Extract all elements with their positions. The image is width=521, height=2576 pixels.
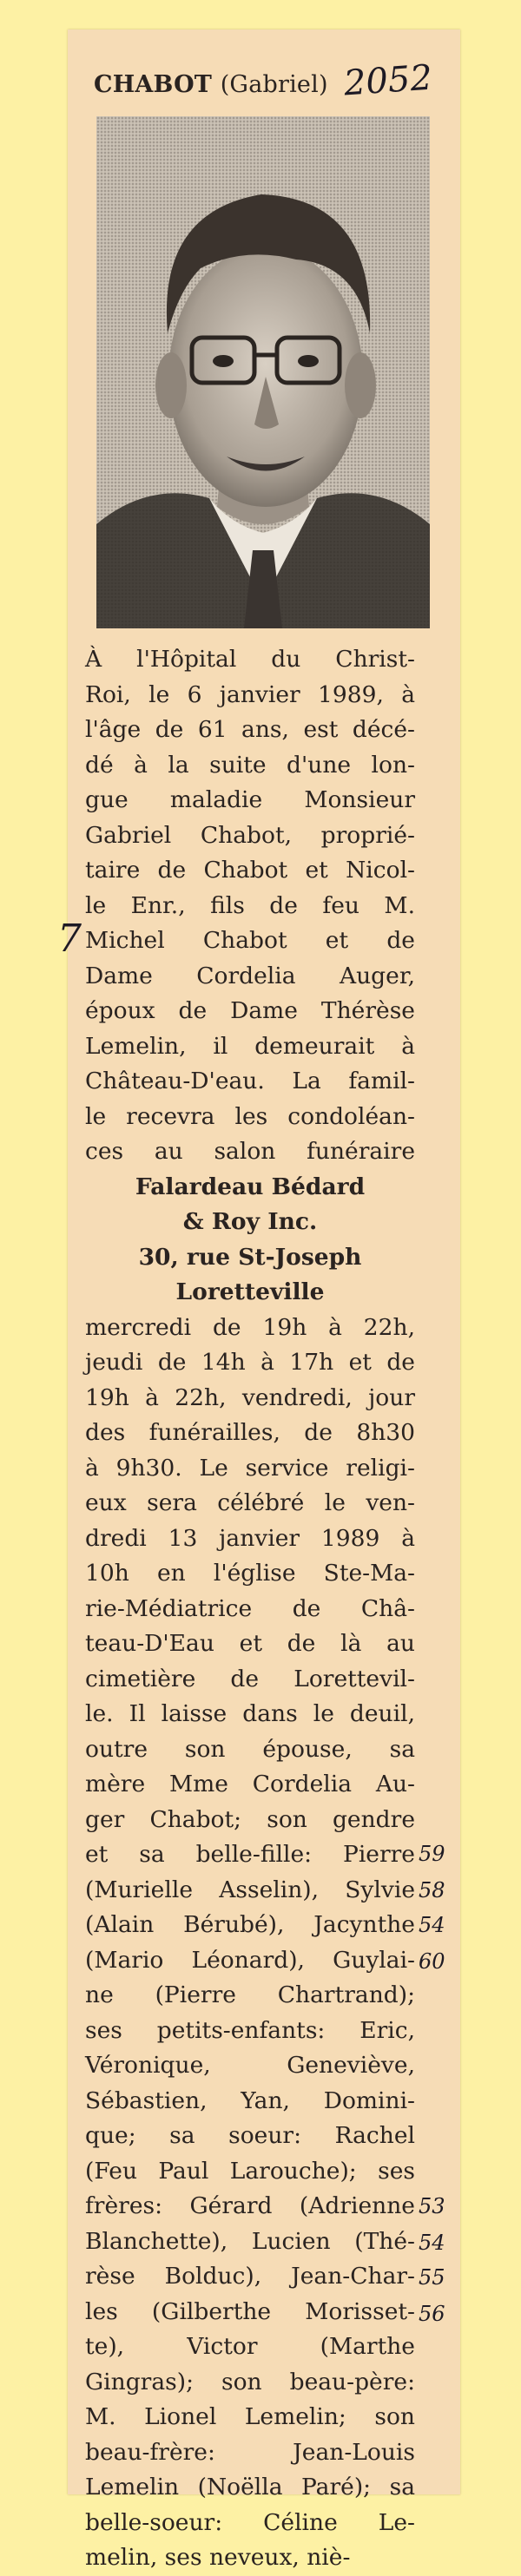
- body-line: Château-D'eau. La famil-: [85, 1068, 415, 1094]
- portrait-photo: [96, 116, 430, 628]
- body-line: des funérailles, de 8h30: [85, 1419, 415, 1446]
- body-line: eux sera célébré le ven-: [85, 1489, 415, 1516]
- body-line: Sébastien, Yan, Domini-: [85, 2086, 415, 2114]
- body-line: teau-D'Eau et de là au: [85, 1630, 415, 1657]
- margin-note-2: 58: [419, 1878, 445, 1902]
- body-line: Véronique, Geneviève,: [85, 2052, 415, 2079]
- body-line: Roi, le 6 janvier 1989, à: [85, 680, 415, 708]
- body-line: (Mario Léonard), Guylai-: [85, 1946, 415, 1974]
- body-line: dredi 13 janvier 1989 à: [85, 1524, 415, 1552]
- obituary-clipping: [57, 30, 460, 2571]
- margin-note-left: 7: [57, 917, 82, 961]
- margin-note-4: 60: [419, 1949, 445, 1974]
- body-line: ger Chabot; son gendre: [85, 1805, 415, 1833]
- body-line: jeudi de 14h à 17h et de: [85, 1349, 415, 1376]
- body-line: & Roy Inc.: [182, 1208, 318, 1235]
- body-line: belle-soeur: Céline Le-: [85, 2508, 415, 2536]
- handwritten-number: 2052: [342, 57, 434, 104]
- body-line: le. Il laisse dans le deuil,: [85, 1700, 415, 1727]
- body-line: Dame Cordelia Auger,: [85, 962, 415, 989]
- body-line: les (Gilberthe Morisset-: [85, 2297, 415, 2325]
- margin-note-7: 55: [419, 2265, 445, 2290]
- body-line: (Feu Paul Larouche); ses: [85, 2157, 415, 2185]
- margin-note-5: 53: [419, 2194, 445, 2218]
- body-line: ne (Pierre Chartrand);: [85, 1981, 415, 2008]
- body-line: Michel Chabot et de: [85, 927, 415, 954]
- body-line: gue maladie Monsieur: [85, 786, 415, 813]
- body-line: que; sa soeur: Rachel: [85, 2122, 415, 2149]
- body-line: (Alain Bérubé), Jacynthe: [85, 1911, 415, 1938]
- body-line: melin, ses neveux, niè-: [85, 2544, 351, 2571]
- body-line: Blanchette), Lucien (Thé-: [85, 2227, 415, 2255]
- body-line: Falardeau Bédard: [135, 1173, 366, 1200]
- body-line: époux de Dame Thérèse: [85, 997, 415, 1024]
- body-line: Loretteville: [175, 1278, 325, 1305]
- body-line: à 9h30. Le service religi-: [85, 1454, 415, 1482]
- body-line: et sa belle-fille: Pierre: [85, 1841, 415, 1868]
- body-line: ces au salon funéraire: [85, 1138, 415, 1165]
- margin-note-3: 54: [419, 1913, 445, 1937]
- body-line: À l'Hôpital du Christ-: [85, 646, 415, 673]
- body-line: Lemelin, il demeurait à: [85, 1032, 415, 1060]
- header-given-name: (Gabriel): [220, 71, 328, 98]
- body-line: Gabriel Chabot, proprié-: [85, 821, 415, 849]
- body-line: dé à la suite d'une lon-: [85, 751, 415, 779]
- body-line: 30, rue St-Joseph: [138, 1243, 362, 1271]
- margin-note-1: 59: [419, 1842, 445, 1866]
- body-line: beau-frère: Jean-Louis: [85, 2438, 415, 2466]
- body-line: ses petits-enfants: Eric,: [85, 2016, 415, 2044]
- body-line: te), Victor (Marthe: [85, 2333, 415, 2360]
- body-line: le recevra les condoléan-: [85, 1102, 415, 1130]
- body-line: rèse Bolduc), Jean-Char-: [85, 2263, 415, 2290]
- margin-note-8: 56: [419, 2302, 445, 2326]
- body-line: taire de Chabot et Nicol-: [85, 857, 415, 884]
- body-line: Gingras); son beau-père:: [85, 2368, 415, 2395]
- body-line: outre son épouse, sa: [85, 1735, 415, 1763]
- body-line: 10h en l'église Ste-Ma-: [85, 1560, 415, 1587]
- body-line: (Murielle Asselin), Sylvie: [85, 1876, 415, 1903]
- body-line: mercredi de 19h à 22h,: [85, 1313, 415, 1341]
- body-line: M. Lionel Lemelin; son: [85, 2403, 415, 2430]
- body-line: cimetière de Lorettevil-: [85, 1665, 415, 1692]
- body-line: frères: Gérard (Adrienne: [85, 2192, 415, 2219]
- body-line: 19h à 22h, vendredi, jour: [85, 1383, 415, 1411]
- body-line: l'âge de 61 ans, est décé-: [85, 716, 415, 743]
- margin-note-6: 54: [419, 2231, 445, 2255]
- body-line: rie-Médiatrice de Châ-: [85, 1594, 415, 1622]
- header-surname: CHABOT: [94, 71, 213, 98]
- body-line: Lemelin (Noëlla Paré); sa: [85, 2474, 415, 2500]
- obituary-body: [85, 642, 415, 2576]
- obituary-header: [94, 71, 328, 98]
- body-line: mère Mme Cordelia Au-: [85, 1771, 415, 1797]
- body-line: le Enr., fils de feu M.: [85, 891, 415, 919]
- portrait-illustration: [96, 116, 430, 628]
